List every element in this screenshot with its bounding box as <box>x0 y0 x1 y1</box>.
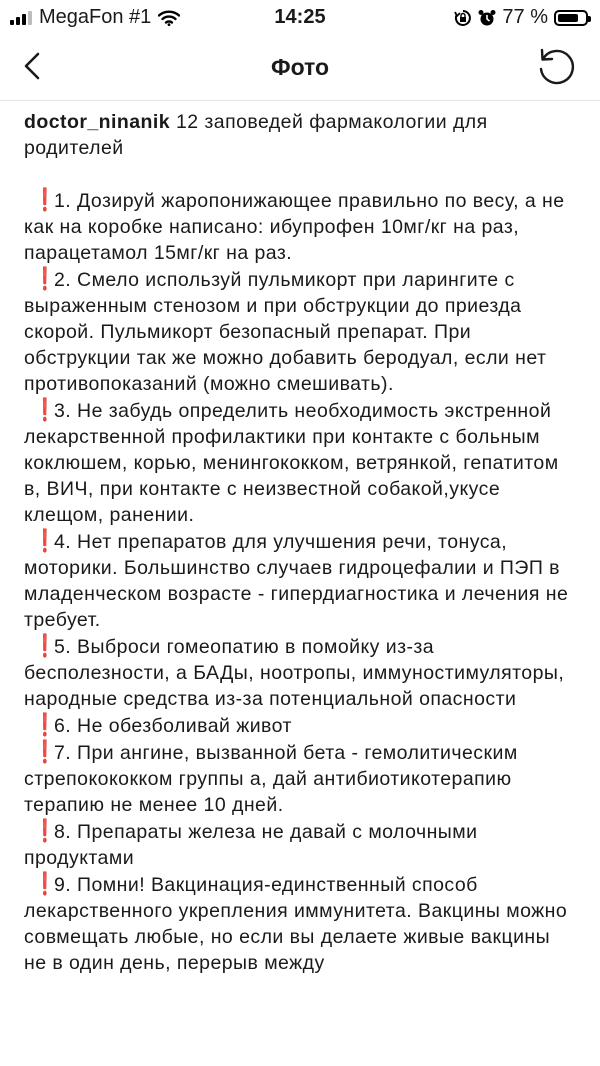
exclamation-icon: ❗ <box>34 397 56 422</box>
rule-item <box>24 187 576 266</box>
exclamation-icon: ❗ <box>34 739 56 764</box>
carrier-name: MegaFon #1 <box>39 6 152 28</box>
battery-percent: 77 % <box>502 6 548 28</box>
nav-bar <box>0 34 600 101</box>
refresh-button[interactable] <box>534 45 578 89</box>
rule-text: 3. Не забудь определить необходимость экстренной лекарственной профилактики при контакте с больным коклюшем, корью, менингококком, ветрянкой, гепатитом в, ВИЧ, при контакте с неизвестной собакой,укусе клещом, ранении. <box>24 400 559 526</box>
rotation-lock-icon <box>454 9 472 27</box>
exclamation-icon: ❗ <box>34 818 56 843</box>
rule-item <box>24 266 576 397</box>
exclamation-icon: ❗ <box>34 633 56 658</box>
rule-item <box>24 871 576 976</box>
status-bar <box>0 0 600 34</box>
rule-text: 1. Дозируй жаропонижающее правильно по весу, а не как на коробке написано: ибупрофен 10мг/кг на раз, парацетамол 15мг/кг на раз. <box>24 190 565 264</box>
rule-text: 9. Помни! Вакцинация-единственный способ лекарственного укрепления иммунитета. Вакцины можно совмещать любые, но если вы делаете живые вакцины не в один день, перерыв между <box>24 874 568 974</box>
exclamation-icon: ❗ <box>34 528 56 553</box>
rule-item <box>24 397 576 528</box>
post-caption <box>0 101 600 976</box>
exclamation-icon: ❗ <box>34 712 56 737</box>
rule-text: 4. Нет препаратов для улучшения речи, тонуса, моторики. Большинство случаев гидроцефалии и ПЭП в младенческом возрасте - гипердиагностика и лечения не требует. <box>24 531 569 631</box>
refresh-icon <box>541 51 573 83</box>
post-title: 12 заповедей фармакологии для родителей <box>24 111 488 159</box>
battery-fill <box>558 14 578 22</box>
alarm-icon <box>478 9 496 27</box>
caption-heading <box>24 109 576 161</box>
rule-item <box>24 739 576 818</box>
status-right <box>454 6 588 29</box>
exclamation-icon: ❗ <box>34 871 56 896</box>
status-time: 14:25 <box>274 6 326 28</box>
rule-item <box>24 633 576 712</box>
battery-icon <box>554 10 588 26</box>
rule-item <box>24 528 576 633</box>
rule-item <box>24 712 576 739</box>
username-link[interactable]: doctor_ninanik <box>24 111 171 133</box>
rule-text: 6. Не обезболивай живот <box>54 715 292 737</box>
rules-list <box>24 187 576 976</box>
exclamation-icon: ❗ <box>34 266 56 291</box>
rule-text: 2. Смело используй пульмикорт при ларингите с выраженным стенозом и при обструкции до приезда скорой. Пульмикорт безопасный препарат. При обструкции так же можно добавить беродуал, если нет противопоказаний (можно смешивать). <box>24 269 547 395</box>
page-title: Фото <box>270 54 330 80</box>
rule-text: 7. При ангине, вызванной бета - гемолитическим стрепокококком группы а, дай антибиотикотерапию терапию не менее 10 дней. <box>24 742 518 816</box>
exclamation-icon: ❗ <box>34 187 56 212</box>
rule-text: 8. Препараты железа не давай с молочными продуктами <box>24 821 478 869</box>
rule-item <box>24 818 576 871</box>
rule-text: 5. Выброси гомеопатию в помойку из-за бесполезности, а БАДы, ноотропы, иммуностимуляторы, народные средства из-за потенциальной опасности <box>24 636 565 710</box>
